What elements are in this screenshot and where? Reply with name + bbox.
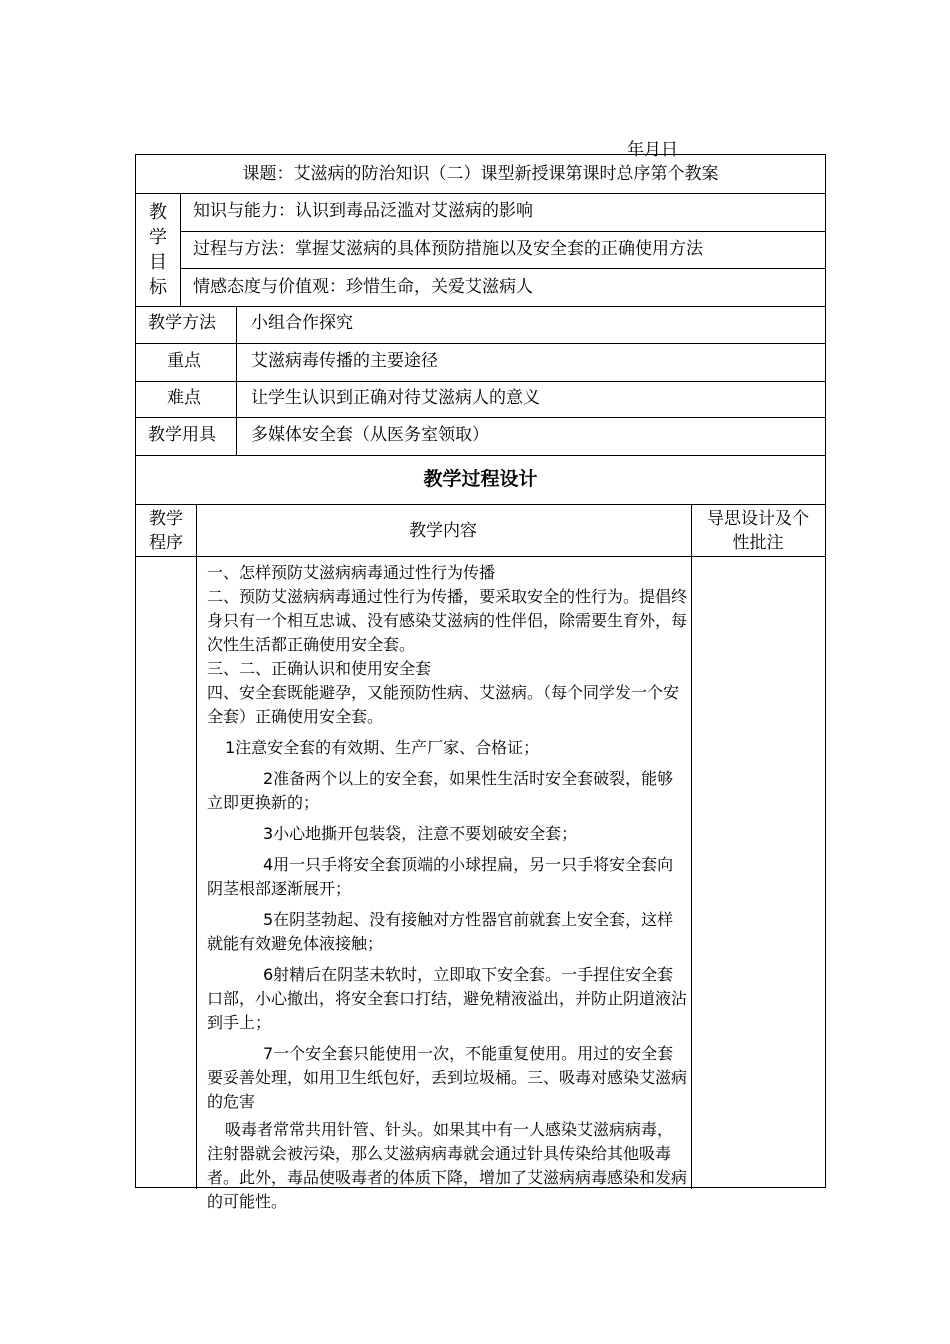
divider — [136, 417, 825, 418]
content-step: 5在阴茎勃起、没有接触对方性器官前就套上安全套，这样就能有效避免体液接触； — [207, 910, 674, 953]
content-paragraph: 二、预防艾滋病病毒通过性行为传播，要采取安全的性行为。提倡终身只有一个相互忠诚、没有感染艾滋病的性伴侣，除需要生育外，每次性生活都正确使用安全套。 — [207, 587, 688, 654]
divider — [136, 504, 825, 505]
objective-attitude: 情感态度与价值观：珍惜生命，关爱艾滋病人 — [193, 277, 533, 297]
divider — [180, 268, 825, 269]
col-procedure-header — [136, 507, 196, 555]
key-point-label: 重点 — [167, 351, 201, 371]
lesson-plan-table — [135, 154, 826, 1211]
difficulty-label: 难点 — [167, 388, 201, 408]
content-step: 1注意安全套的有效期、生产厂家、合格证； — [225, 738, 540, 757]
divider — [136, 193, 825, 194]
divider — [691, 504, 692, 1189]
content-paragraph: 吸毒者常常共用针管、针头。如果其中有一人感染艾滋病病毒，注射器就会被污染，那么艾滋病病毒就会通过针具传染给其他吸毒者。此外，毒品使吸毒者的体质下降，增加了艾滋病病毒感染和发病的可能性。 — [207, 1120, 688, 1211]
objectives-label-char: 标 — [149, 277, 167, 298]
col-notes-line: 性批注 — [732, 533, 784, 553]
key-point-value: 艾滋病毒传播的主要途径 — [251, 351, 438, 371]
divider — [180, 193, 181, 306]
content-step: 6射精后在阴茎未软时，立即取下安全套。一手捏住安全套口部，小心撤出，将安全套口打结，避免精液溢出，并防止阴道液沾到手上； — [207, 965, 688, 1032]
col-procedure-line: 程序 — [149, 533, 183, 553]
divider — [196, 504, 197, 1189]
content-step: 3小心地撕开包装袋，注意不要划破安全套； — [263, 824, 578, 843]
materials-value: 多媒体安全套（从医务室领取） — [251, 425, 489, 445]
content-paragraph: 三、二、正确认识和使用安全套 — [207, 659, 432, 678]
method-value: 小组合作探究 — [251, 313, 353, 333]
date-line: 年月日 — [627, 140, 678, 160]
objective-knowledge: 知识与能力：认识到毒品泛滥对艾滋病的影响 — [193, 201, 533, 221]
divider — [180, 231, 825, 232]
divider — [136, 306, 825, 307]
process-section-title: 教学过程设计 — [423, 468, 538, 490]
objectives-label-char: 学 — [149, 227, 167, 248]
objectives-label — [136, 200, 180, 300]
col-procedure-line: 教学 — [149, 509, 183, 529]
col-notes-line: 导思设计及个 — [707, 509, 809, 529]
content-step: 4用一只手将安全套顶端的小球捏扁，另一只手将安全套向阴茎根部逐渐展开； — [207, 855, 674, 898]
method-label: 教学方法 — [148, 313, 216, 333]
divider — [136, 343, 825, 344]
content-step: 2准备两个以上的安全套，如果性生活时安全套破裂，能够立即更换新的； — [207, 769, 674, 812]
objectives-label-char: 目 — [149, 252, 167, 273]
content-paragraph: 四、安全套既能避孕，又能预防性病、艾滋病。（每个同学发一个安全套）正确使用安全套。 — [207, 683, 680, 726]
content-paragraph: 一、怎样预防艾滋病病毒通过性行为传播 — [207, 563, 496, 582]
lesson-title: 课题：艾滋病的防治知识（二）课型新授课第课时总序第个教案 — [242, 164, 719, 184]
teaching-content — [207, 561, 687, 1214]
materials-label: 教学用具 — [148, 425, 216, 445]
col-notes-header — [691, 507, 825, 555]
difficulty-value: 让学生认识到正确对待艾滋病人的意义 — [251, 388, 540, 408]
objectives-label-char: 教 — [149, 202, 167, 223]
objective-process: 过程与方法：掌握艾滋病的具体预防措施以及安全套的正确使用方法 — [193, 239, 703, 259]
divider — [136, 556, 825, 557]
divider — [136, 381, 825, 382]
col-content-header: 教学内容 — [409, 521, 477, 541]
content-step: 7一个安全套只能使用一次，不能重复使用。用过的安全套要妥善处理，如用卫生纸包好，丢到垃圾桶。三、吸毒对感染艾滋病的危害 — [207, 1044, 688, 1111]
